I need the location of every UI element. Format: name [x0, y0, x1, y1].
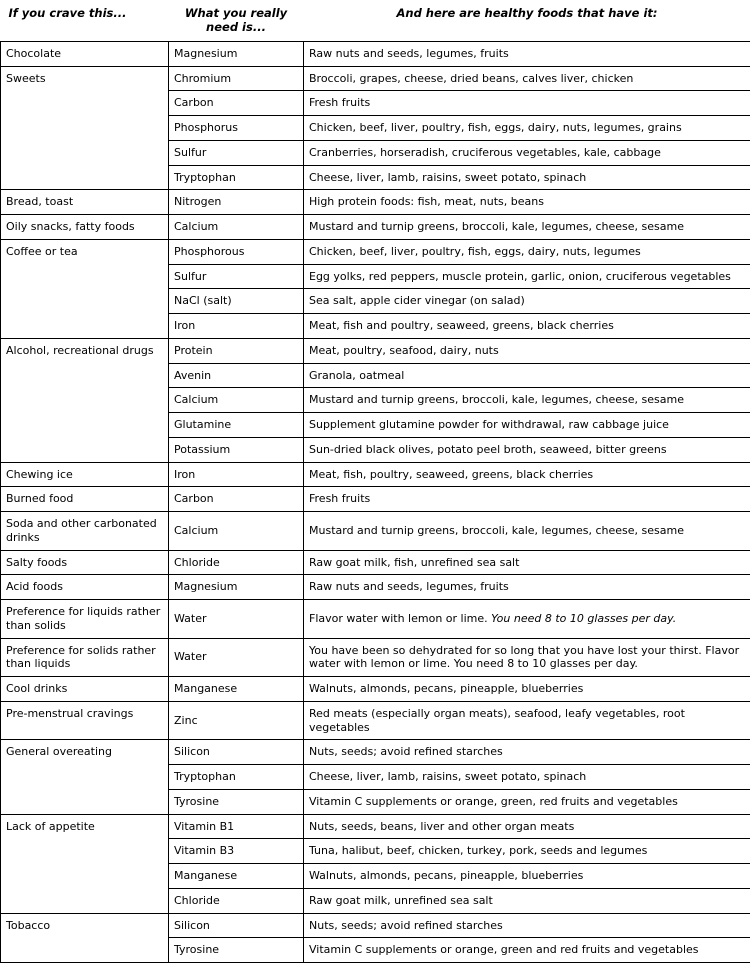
need-cell: Zinc	[169, 701, 304, 740]
craving-cell: Acid foods	[1, 575, 169, 600]
foods-cell	[304, 638, 750, 677]
foods-text: Flavor water with lemon or lime.	[309, 612, 491, 625]
need-cell: Silicon	[169, 913, 304, 938]
need-cell: Vitamin B1	[169, 814, 304, 839]
table-row	[1, 215, 750, 240]
foods-cell	[304, 913, 750, 938]
foods-text: Tuna, halibut, beef, chicken, turkey, pork, seeds and legumes	[309, 844, 647, 857]
craving-cell: Preference for liquids rather than solids	[1, 600, 169, 639]
need-cell: Calcium	[169, 512, 304, 551]
foods-text: Nuts, seeds; avoid refined starches	[309, 745, 503, 758]
need-cell: Phosphorus	[169, 116, 304, 141]
need-cell: Chloride	[169, 888, 304, 913]
craving-cell: Sweets	[1, 66, 169, 190]
need-cell: Sulfur	[169, 140, 304, 165]
foods-cell	[304, 140, 750, 165]
craving-cell: Bread, toast	[1, 190, 169, 215]
foods-cell	[304, 864, 750, 889]
foods-cell	[304, 289, 750, 314]
foods-text: Raw goat milk, fish, unrefined sea salt	[309, 556, 519, 569]
foods-cell	[304, 487, 750, 512]
foods-cell	[304, 814, 750, 839]
need-cell: Magnesium	[169, 575, 304, 600]
foods-cell	[304, 789, 750, 814]
craving-cell: Salty foods	[1, 550, 169, 575]
craving-cell: Coffee or tea	[1, 239, 169, 338]
table-row	[1, 575, 750, 600]
table-row	[1, 190, 750, 215]
table-row	[1, 677, 750, 702]
craving-cell: Burned food	[1, 487, 169, 512]
need-cell: Tyrosine	[169, 938, 304, 963]
foods-text: Cheese, liver, lamb, raisins, sweet potato, spinach	[309, 770, 586, 783]
foods-cell	[304, 190, 750, 215]
foods-text: Mustard and turnip greens, broccoli, kale, legumes, cheese, sesame	[309, 393, 684, 406]
foods-text: Sea salt, apple cider vinegar (on salad)	[309, 294, 525, 307]
foods-cell	[304, 338, 750, 363]
table-row	[1, 338, 750, 363]
foods-cell	[304, 66, 750, 91]
foods-cell	[304, 677, 750, 702]
foods-cell	[304, 938, 750, 963]
foods-text: Mustard and turnip greens, broccoli, kale, legumes, cheese, sesame	[309, 524, 684, 537]
need-cell: Manganese	[169, 677, 304, 702]
foods-text: Meat, fish and poultry, seaweed, greens, black cherries	[309, 319, 614, 332]
foods-cell	[304, 437, 750, 462]
need-cell: Chromium	[169, 66, 304, 91]
table-row	[1, 740, 750, 765]
need-cell: Manganese	[169, 864, 304, 889]
foods-cell	[304, 165, 750, 190]
foods-cell	[304, 512, 750, 551]
table-row	[1, 239, 750, 264]
need-cell: Vitamin B3	[169, 839, 304, 864]
foods-text: High protein foods: fish, meat, nuts, beans	[309, 195, 544, 208]
foods-text: Cranberries, horseradish, cruciferous vegetables, kale, cabbage	[309, 146, 661, 159]
need-cell: Tyrosine	[169, 789, 304, 814]
foods-cell	[304, 264, 750, 289]
table-row	[1, 41, 750, 66]
table-row	[1, 913, 750, 938]
table-row	[1, 814, 750, 839]
craving-cell: Preference for solids rather than liquids	[1, 638, 169, 677]
foods-cell	[304, 363, 750, 388]
need-cell: Potassium	[169, 437, 304, 462]
foods-cell	[304, 239, 750, 264]
foods-cell	[304, 575, 750, 600]
table-row	[1, 550, 750, 575]
craving-cell: Soda and other carbonated drinks	[1, 512, 169, 551]
foods-text: Granola, oatmeal	[309, 369, 404, 382]
foods-cell	[304, 888, 750, 913]
foods-text: Nuts, seeds, beans, liver and other organ meats	[309, 820, 574, 833]
craving-cell: Chocolate	[1, 41, 169, 66]
need-cell: Water	[169, 638, 304, 677]
need-cell: Iron	[169, 314, 304, 339]
need-cell: Carbon	[169, 487, 304, 512]
table-row	[1, 701, 750, 740]
table-row	[1, 600, 750, 639]
foods-emphasis: You need 8 to 10 glasses per day.	[491, 612, 676, 625]
foods-cell	[304, 740, 750, 765]
need-cell: NaCl (salt)	[169, 289, 304, 314]
header-need: What you really need is...	[169, 2, 304, 41]
foods-text: Red meats (especially organ meats), seafood, leafy vegetables, root vegetables	[309, 707, 685, 734]
table-row	[1, 512, 750, 551]
need-cell: Carbon	[169, 91, 304, 116]
foods-cell	[304, 550, 750, 575]
need-cell: Tryptophan	[169, 165, 304, 190]
cravings-table	[0, 2, 750, 963]
foods-cell	[304, 765, 750, 790]
foods-text: Raw goat milk, unrefined sea salt	[309, 894, 493, 907]
foods-text: Chicken, beef, liver, poultry, fish, eggs, dairy, nuts, legumes, grains	[309, 121, 682, 134]
foods-cell	[304, 116, 750, 141]
foods-cell	[304, 701, 750, 740]
craving-cell: General overeating	[1, 740, 169, 814]
foods-text: Walnuts, almonds, pecans, pineapple, blueberries	[309, 869, 583, 882]
foods-text: Chicken, beef, liver, poultry, fish, eggs, dairy, nuts, legumes	[309, 245, 641, 258]
need-cell: Chloride	[169, 550, 304, 575]
table-row	[1, 487, 750, 512]
table-body	[1, 41, 750, 962]
craving-cell: Tobacco	[1, 913, 169, 963]
foods-text: Egg yolks, red peppers, muscle protein, garlic, onion, cruciferous vegetables	[309, 270, 731, 283]
need-cell: Magnesium	[169, 41, 304, 66]
foods-text: Meat, fish, poultry, seaweed, greens, black cherries	[309, 468, 593, 481]
foods-text: Meat, poultry, seafood, dairy, nuts	[309, 344, 499, 357]
need-cell: Iron	[169, 462, 304, 487]
foods-cell	[304, 388, 750, 413]
foods-text: Raw nuts and seeds, legumes, fruits	[309, 47, 509, 60]
need-cell: Avenin	[169, 363, 304, 388]
foods-text: Vitamin C supplements or orange, green, red fruits and vegetables	[309, 795, 678, 808]
foods-text: Raw nuts and seeds, legumes, fruits	[309, 580, 509, 593]
foods-text: Supplement glutamine powder for withdrawal, raw cabbage juice	[309, 418, 669, 431]
table-row	[1, 638, 750, 677]
foods-text: You have been so dehydrated for so long that you have lost your thirst. Flavor water with lemon or lime. You need 8 to 10 glasses per day.	[309, 644, 739, 671]
foods-text: Nuts, seeds; avoid refined starches	[309, 919, 503, 932]
need-cell: Calcium	[169, 215, 304, 240]
table-header-row	[1, 2, 750, 41]
need-cell: Protein	[169, 338, 304, 363]
craving-cell: Cool drinks	[1, 677, 169, 702]
foods-text: Vitamin C supplements or orange, green and red fruits and vegetables	[309, 943, 699, 956]
header-crave: If you crave this...	[1, 2, 169, 41]
need-cell: Glutamine	[169, 413, 304, 438]
foods-text: Cheese, liver, lamb, raisins, sweet potato, spinach	[309, 171, 586, 184]
need-cell: Water	[169, 600, 304, 639]
need-cell: Nitrogen	[169, 190, 304, 215]
foods-text: Walnuts, almonds, pecans, pineapple, blueberries	[309, 682, 583, 695]
need-cell: Tryptophan	[169, 765, 304, 790]
need-cell: Sulfur	[169, 264, 304, 289]
foods-text: Fresh fruits	[309, 492, 370, 505]
foods-text: Fresh fruits	[309, 96, 370, 109]
craving-cell: Lack of appetite	[1, 814, 169, 913]
need-cell: Calcium	[169, 388, 304, 413]
craving-cell: Alcohol, recreational drugs	[1, 338, 169, 462]
foods-text: Sun-dried black olives, potato peel broth, seaweed, bitter greens	[309, 443, 667, 456]
need-cell: Silicon	[169, 740, 304, 765]
table-row	[1, 462, 750, 487]
foods-cell	[304, 839, 750, 864]
header-foods: And here are healthy foods that have it:	[304, 2, 750, 41]
need-cell: Phosphorous	[169, 239, 304, 264]
table-row	[1, 66, 750, 91]
craving-cell: Oily snacks, fatty foods	[1, 215, 169, 240]
foods-cell	[304, 91, 750, 116]
foods-cell	[304, 413, 750, 438]
foods-text: Broccoli, grapes, cheese, dried beans, calves liver, chicken	[309, 72, 633, 85]
foods-cell	[304, 215, 750, 240]
foods-cell	[304, 462, 750, 487]
foods-cell	[304, 314, 750, 339]
foods-cell	[304, 600, 750, 639]
craving-cell: Chewing ice	[1, 462, 169, 487]
foods-cell	[304, 41, 750, 66]
foods-text: Mustard and turnip greens, broccoli, kale, legumes, cheese, sesame	[309, 220, 684, 233]
craving-cell: Pre-menstrual cravings	[1, 701, 169, 740]
